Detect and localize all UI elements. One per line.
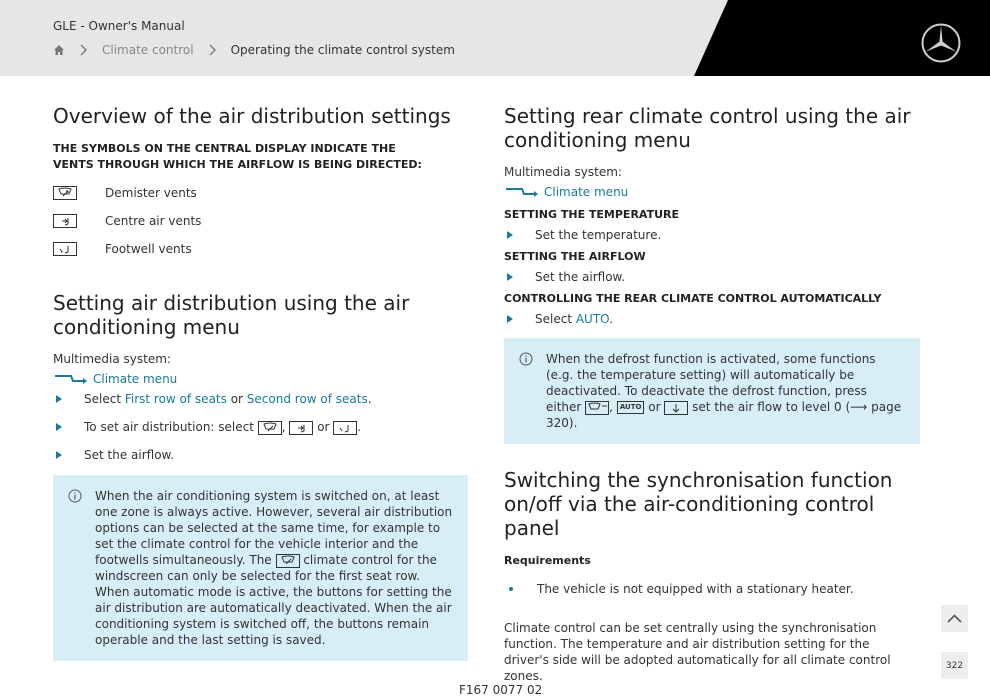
- second-row-seats-link[interactable]: Second row of seats: [246, 392, 368, 406]
- scroll-to-top-button[interactable]: [941, 605, 968, 632]
- step-select-row: [53, 391, 473, 407]
- step-temperature: [504, 227, 924, 243]
- step-text: .: [609, 312, 613, 326]
- section-title-rear-climate: Setting rear climate control using the air conditioning menu: [504, 104, 911, 152]
- requirement-item: [504, 581, 924, 597]
- fan-down-icon: [664, 401, 688, 415]
- requirement-text: The vehicle is not equipped with a stationary heater.: [537, 582, 854, 596]
- demister-vent-icon: [53, 186, 77, 200]
- heading-setting-temperature: SETTING THE TEMPERATURE: [504, 208, 679, 221]
- footwell-vent-icon: [53, 242, 77, 256]
- step-text: or: [313, 420, 334, 434]
- page-number-button[interactable]: 322: [941, 652, 968, 679]
- footwell-vent-icon[interactable]: [333, 421, 357, 435]
- heading-setting-airflow: SETTING THE AIRFLOW: [504, 250, 646, 263]
- step-distribution: [53, 419, 473, 435]
- multimedia-label: Multimedia system:: [504, 165, 622, 179]
- note-text: or: [644, 400, 665, 414]
- synchronisation-body: Climate control can be set centrally using the synchronisation function. The temperature and air distribution setting for the driver's side will be adopted automatically for all climate control zones.: [504, 621, 891, 683]
- chevron-up-icon: [941, 605, 968, 632]
- left-column: [53, 104, 473, 661]
- breadcrumb-item-climate-control[interactable]: Climate control: [102, 43, 194, 57]
- step-arrow-icon: [504, 311, 514, 327]
- step-select-auto: [504, 311, 924, 327]
- demister-vent-icon[interactable]: [258, 421, 282, 435]
- step-text: ,: [281, 420, 290, 434]
- step-arrow-icon: [53, 391, 63, 407]
- step-text: Set the airflow.: [535, 270, 626, 284]
- symbol-label: Centre air vents: [105, 214, 202, 228]
- note-text: When the air conditioning system is switched on, at least one zone is always active. However, several air distribution options can be selected at the same time, for example to set the climate control for the vehicle interior and the footwells simultaneously. The: [95, 489, 453, 567]
- step-arrow-icon: [504, 269, 514, 285]
- step-arrow-icon: [53, 447, 63, 463]
- step-text: .: [357, 420, 362, 434]
- symbol-label: Footwell vents: [105, 242, 192, 256]
- requirements-heading: Requirements: [504, 554, 591, 567]
- step-arrow-icon: [504, 227, 514, 243]
- note-text: climate control for the windscreen can only be selected for the first seat row. When automatic mode is active, the buttons for setting the air distribution are automatically deactivated. When the air conditioning system is switched off, the buttons remain operable and the last setting is saved.: [95, 553, 452, 647]
- step-text: or: [226, 392, 247, 406]
- breadcrumb: [53, 42, 455, 58]
- image-code: F167 0077 02: [459, 683, 543, 697]
- chevron-right-icon: [208, 44, 216, 56]
- defrost-max-icon: [585, 401, 609, 415]
- demister-vent-icon: [276, 554, 300, 568]
- section-title-overview: Overview of the air distribution settings: [53, 104, 451, 128]
- step-text: Select: [84, 392, 125, 406]
- step-airflow: [504, 269, 924, 285]
- symbol-row-demister: [53, 179, 473, 207]
- home-icon[interactable]: [53, 44, 65, 56]
- step-arrow-icon: [53, 419, 63, 435]
- climate-menu-link[interactable]: Climate menu: [544, 185, 629, 199]
- info-note-left: [53, 475, 468, 661]
- section-title-synchronisation: Switching the synchronisation function on/off via the air-conditioning control panel: [504, 468, 893, 540]
- auto-button-icon: AUTO: [617, 401, 645, 414]
- menu-path: [504, 184, 924, 200]
- step-airflow: [53, 447, 473, 463]
- symbol-row-centre: [53, 207, 473, 235]
- symbol-row-footwell: [53, 235, 473, 263]
- bullet-dot: [509, 587, 513, 591]
- right-column: [504, 104, 924, 684]
- climate-menu-link[interactable]: Climate menu: [93, 372, 178, 386]
- menu-arrow-icon: [504, 186, 540, 198]
- first-row-seats-link[interactable]: First row of seats: [124, 392, 227, 406]
- info-icon: [68, 489, 82, 503]
- info-note-right: [504, 338, 920, 444]
- note-text: ,: [609, 400, 617, 414]
- centre-vent-icon: [53, 214, 77, 228]
- multimedia-label: Multimedia system:: [53, 352, 171, 366]
- menu-arrow-icon: [53, 373, 89, 385]
- step-text: Set the temperature.: [535, 228, 662, 242]
- centre-vent-icon[interactable]: [289, 421, 313, 435]
- step-text: Select: [535, 312, 576, 326]
- heading-rear-auto: CONTROLLING THE REAR CLIMATE CONTROL AUTOMATICALLY: [504, 292, 882, 305]
- note-text: set the air flow to level 0 (⟶ page 320).: [546, 400, 902, 430]
- step-text: .: [367, 392, 372, 406]
- auto-link[interactable]: AUTO: [575, 312, 610, 326]
- breadcrumb-item-current: Operating the climate control system: [230, 43, 455, 57]
- section-title-air-distribution: Setting air distribution using the air conditioning menu: [53, 291, 410, 339]
- symbols-intro: THE SYMBOLS ON THE CENTRAL DISPLAY INDICATE THE VENTS THROUGH WHICH THE AIRFLOW IS BEING DIRECTED:: [53, 142, 422, 171]
- menu-path: [53, 371, 473, 387]
- manual-title: GLE - Owner's Manual: [53, 19, 185, 33]
- note-text: When the defrost function is activated, some functions (e.g. the temperature setting) will automatically be deactivated. To deactivate the defrost function, press either: [546, 352, 876, 414]
- step-text: To set air distribution: select: [84, 420, 258, 434]
- header-bar: [0, 0, 990, 76]
- step-text: Set the airflow.: [84, 448, 175, 462]
- info-icon: [519, 352, 533, 366]
- symbol-label: Demister vents: [105, 186, 197, 200]
- mercedes-star-logo-icon[interactable]: [920, 22, 962, 64]
- chevron-right-icon: [79, 44, 87, 56]
